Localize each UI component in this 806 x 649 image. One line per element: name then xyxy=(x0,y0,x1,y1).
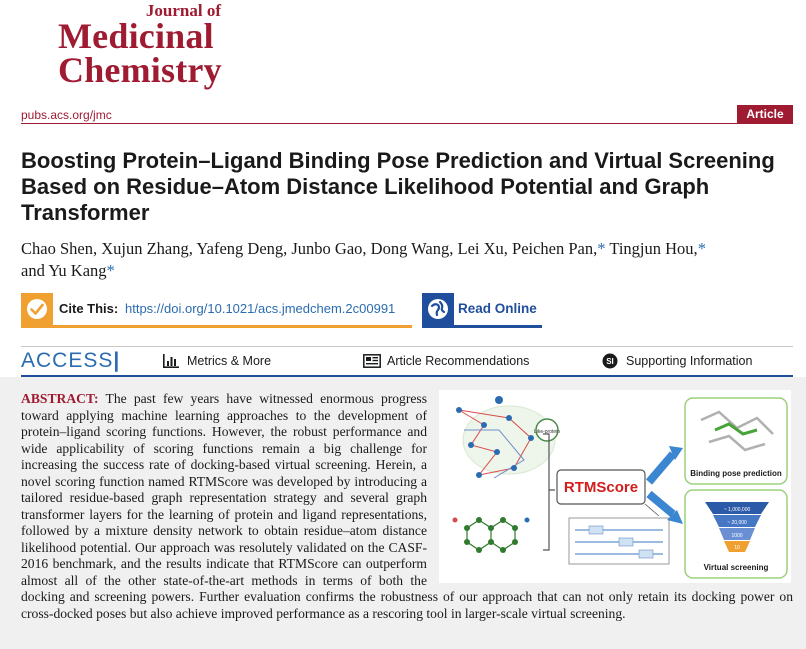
access-label xyxy=(21,349,120,373)
si-icon xyxy=(602,353,618,369)
read-online-button[interactable] xyxy=(422,293,542,328)
tab-recommendations[interactable] xyxy=(363,354,553,370)
access-bar xyxy=(21,346,793,377)
cite-this-label: Cite This: xyxy=(59,301,119,316)
pose-label: Binding pose prediction xyxy=(690,469,782,478)
access-separator: | xyxy=(113,349,121,372)
bar-chart-icon xyxy=(163,354,179,368)
article-type-badge: Article xyxy=(737,105,793,124)
authors-text-1: Chao Shen, Xujun Zhang, Yafeng Deng, Junbo Gao, Dong Wang, Lei Xu, Peichen Pan, xyxy=(21,239,598,258)
si-icon-text: SI xyxy=(606,357,614,366)
toc-graphic-svg xyxy=(439,390,791,583)
abstract-heading: ABSTRACT: xyxy=(21,391,99,406)
corresponding-star-1[interactable]: * xyxy=(597,239,606,258)
corresponding-star-2[interactable]: * xyxy=(697,239,706,258)
tab-metrics[interactable] xyxy=(163,354,303,370)
funnel-label-3: 1000 xyxy=(731,533,743,539)
globe-icon xyxy=(422,293,454,325)
tab-supporting-info-label: Supporting Information xyxy=(626,354,753,368)
journal-logo-line1: Journal of xyxy=(145,1,221,20)
authors-text-2: Tingjun Hou, xyxy=(605,239,698,258)
checkmark-icon xyxy=(21,293,53,325)
funnel-label-1: ~ 1,000,000 xyxy=(723,507,751,513)
author-list xyxy=(21,238,796,282)
corresponding-star-3[interactable]: * xyxy=(106,261,115,280)
doi-link[interactable]: https://doi.org/10.1021/acs.jmedchem.2c00991 xyxy=(125,301,396,316)
protein-graph-illustration xyxy=(456,396,560,478)
toc-inner-label: Like-protein xyxy=(533,429,561,435)
tab-recommendations-label: Article Recommendations xyxy=(387,354,530,368)
toc-graphic xyxy=(439,390,791,583)
tab-metrics-label: Metrics & More xyxy=(187,354,272,368)
authors-text-3: and Yu Kang xyxy=(21,261,107,280)
read-online-label: Read Online xyxy=(458,301,537,316)
journal-logo xyxy=(58,1,258,90)
journal-logo-line2: Medicinal xyxy=(58,16,214,56)
article-title: Boosting Protein–Ligand Binding Pose Prediction and Virtual Screening Based on Residue–Atom Distance Likelihood Potential and Graph Transformer xyxy=(21,148,775,225)
journal-url-link[interactable]: pubs.acs.org/jmc xyxy=(21,108,112,122)
rtmscore-label: RTMScore xyxy=(563,479,639,496)
article-icon xyxy=(363,354,381,368)
ligand-illustration xyxy=(453,517,530,553)
funnel-label-4: 10 xyxy=(734,545,740,551)
journal-logo-line3: Chemistry xyxy=(58,50,222,90)
funnel-label-2: ~ 20,000 xyxy=(727,520,747,526)
cite-this-box xyxy=(21,293,412,328)
abstract-body: The past few years have witnessed enormous progress toward applying machine learning approaches to the development of protein–ligand scoring functions. However, the robust performance and wide applicability of scoring functions remain a big challenge for increasing the success rate of docking-based virtual screening. Herein, a novel scoring function named RTMScore was developed by introducing a tailored residue-based graph representation strategy and several graph transformer layers for the learning of protein and ligand representations, followed by a mixture density network to obtain residue–atom distance likelihood potential. Our approach was resolutely validated on the CASF-2016 benchmark, and the results indicate that RTMScore can outperform almost all of the other state-of-the-art methods in terms of both the docking and screening powers. Further evaluation confirms the robustness of our approach that can not only retain its docking power on cross-docked poses but also achieve improved performance as a rescoring tool in larger-scale virtual screening. xyxy=(21,391,793,621)
access-label-text: ACCESS xyxy=(21,349,114,372)
arrow-to-pose xyxy=(649,454,673,482)
tab-supporting-info[interactable] xyxy=(602,354,772,370)
header-rule xyxy=(21,123,793,124)
vs-label: Virtual screening xyxy=(703,563,769,572)
